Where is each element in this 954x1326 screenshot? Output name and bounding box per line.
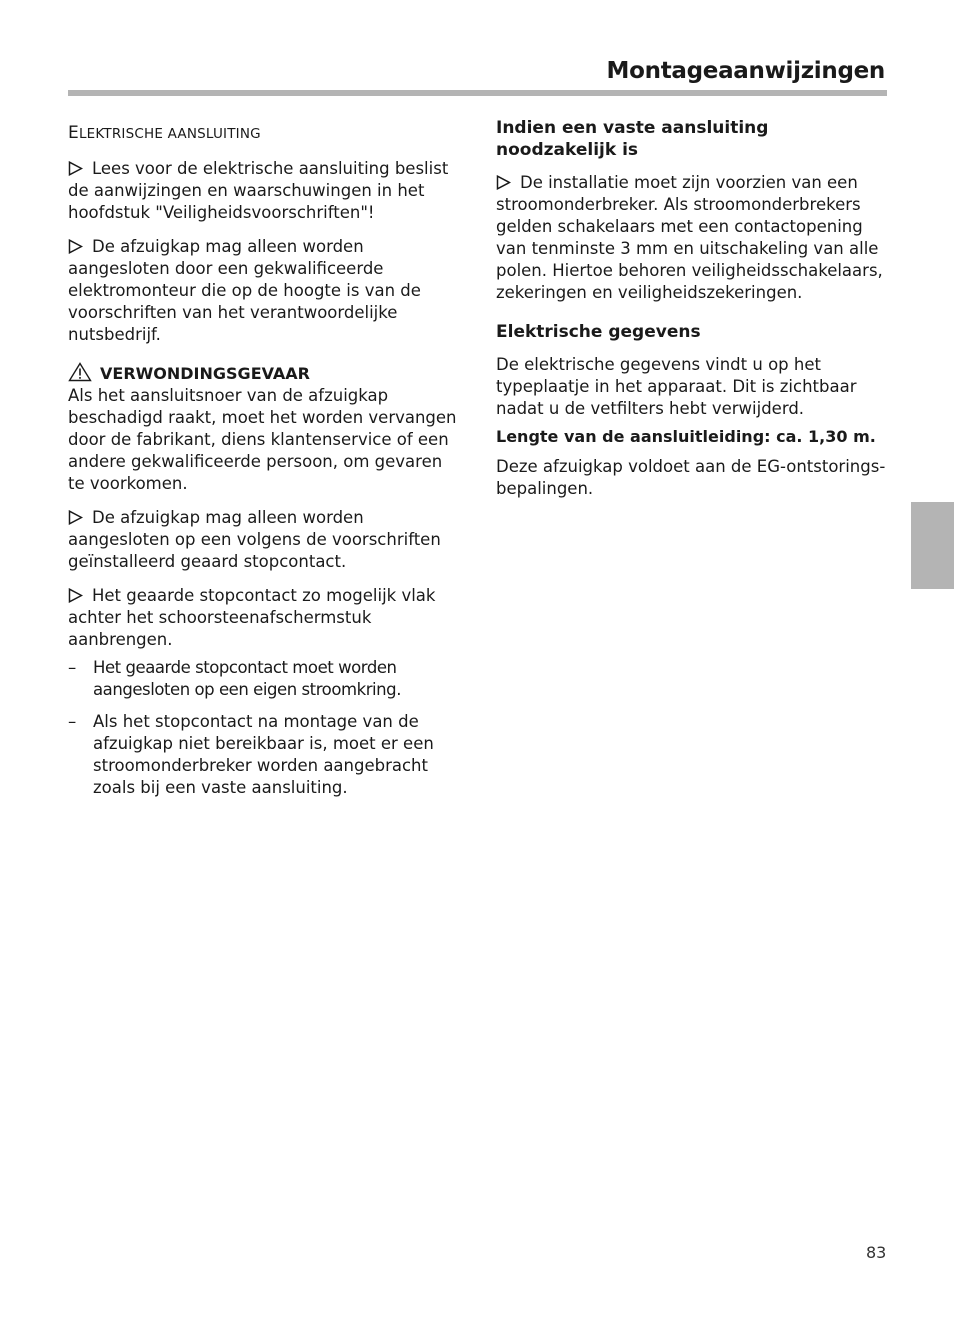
instruction-text: De afzuigkap mag alleen worden aangesloten door een gekwalificeerde elektromonteur die op de hoogte is van de voorschriften van het verantwoordelijke nutsbedrijf. xyxy=(68,237,421,344)
header-rule xyxy=(68,90,887,96)
page-number: 83 xyxy=(866,1243,887,1262)
instruction-text: Het geaarde stopcontact zo mogelijk vlak achter het schoorsteenafschermstuk aanbrengen. xyxy=(68,586,436,649)
dash-list xyxy=(68,657,460,799)
section-title-small-caps: LEKTRISCHE AANSLUITING xyxy=(78,126,261,142)
section-title-first-letter: E xyxy=(68,123,79,143)
triangle-right-outline-icon xyxy=(496,175,511,190)
body-paragraph: Deze afzuigkap voldoet aan de EG-ontstorings-bepalingen. xyxy=(496,457,886,498)
warning-heading xyxy=(68,362,460,385)
instruction-paragraph xyxy=(68,236,460,346)
warning-title: VERWONDINGSGEVAAR xyxy=(100,364,310,383)
list-item-text: Als het stopcontact na montage van de afzuigkap niet bereikbaar is, moet er een stroomonderbreker worden aangebracht zoals bij een vaste aansluiting. xyxy=(93,712,434,797)
instruction-text: Lees voor de elektrische aansluiting beslist de aanwijzingen en waarschuwingen in het hoofdstuk "Veiligheidsvoorschriften"! xyxy=(68,159,449,222)
triangle-right-outline-icon xyxy=(68,510,83,525)
instruction-text: De afzuigkap mag alleen worden aangesloten op een volgens de voorschriften geïnstalleerd geaard stopcontact. xyxy=(68,508,441,571)
warning-block xyxy=(68,362,460,495)
dash-bullet: – xyxy=(68,712,77,731)
cable-length-line: Lengte van de aansluitleiding: ca. 1,30 m. xyxy=(496,427,876,446)
list-item-text: Het geaarde stopcontact moet worden aangesloten op een eigen stroomkring. xyxy=(93,658,401,699)
page-title: Montageaanwijzingen xyxy=(606,58,885,84)
warning-triangle-icon xyxy=(68,362,92,382)
side-tab-marker xyxy=(911,502,954,589)
left-column xyxy=(68,122,460,809)
section-title-elektrische-aansluiting xyxy=(68,122,460,145)
triangle-right-outline-icon xyxy=(68,239,83,254)
instruction-paragraph xyxy=(68,585,460,651)
list-item xyxy=(68,657,460,701)
instruction-paragraph xyxy=(68,507,460,573)
triangle-right-outline-icon xyxy=(68,161,83,176)
instruction-paragraph xyxy=(496,172,888,304)
dash-bullet: – xyxy=(68,658,76,677)
heading-vaste-aansluiting: Indien een vaste aansluiting noodzakelijk is xyxy=(496,118,769,160)
list-item xyxy=(68,711,460,799)
instruction-text: De installatie moet zijn voorzien van een stroomonderbreker. Als stroomonderbrekers gelden schakelaars met een contactopening van tenminste 3 mm en uitschakeling van alle polen. Hiertoe behoren veiligheidsschakelaars, zekeringen en veiligheidszekeringen. xyxy=(496,173,883,302)
body-paragraph: De elektrische gegevens vindt u op het typeplaatje in het apparaat. Dit is zichtbaar nadat u de vetfilters hebt verwijderd. xyxy=(496,355,857,418)
heading-elektrische-gegevens: Elektrische gegevens xyxy=(496,322,701,342)
triangle-right-outline-icon xyxy=(68,588,83,603)
right-column xyxy=(496,117,888,512)
instruction-paragraph xyxy=(68,158,460,224)
warning-text: Als het aansluitsnoer van de afzuigkap beschadigd raakt, moet het worden vervangen door de fabrikant, diens klantenservice of een andere gekwalificeerde persoon, om gevaren te voorkomen. xyxy=(68,386,457,493)
